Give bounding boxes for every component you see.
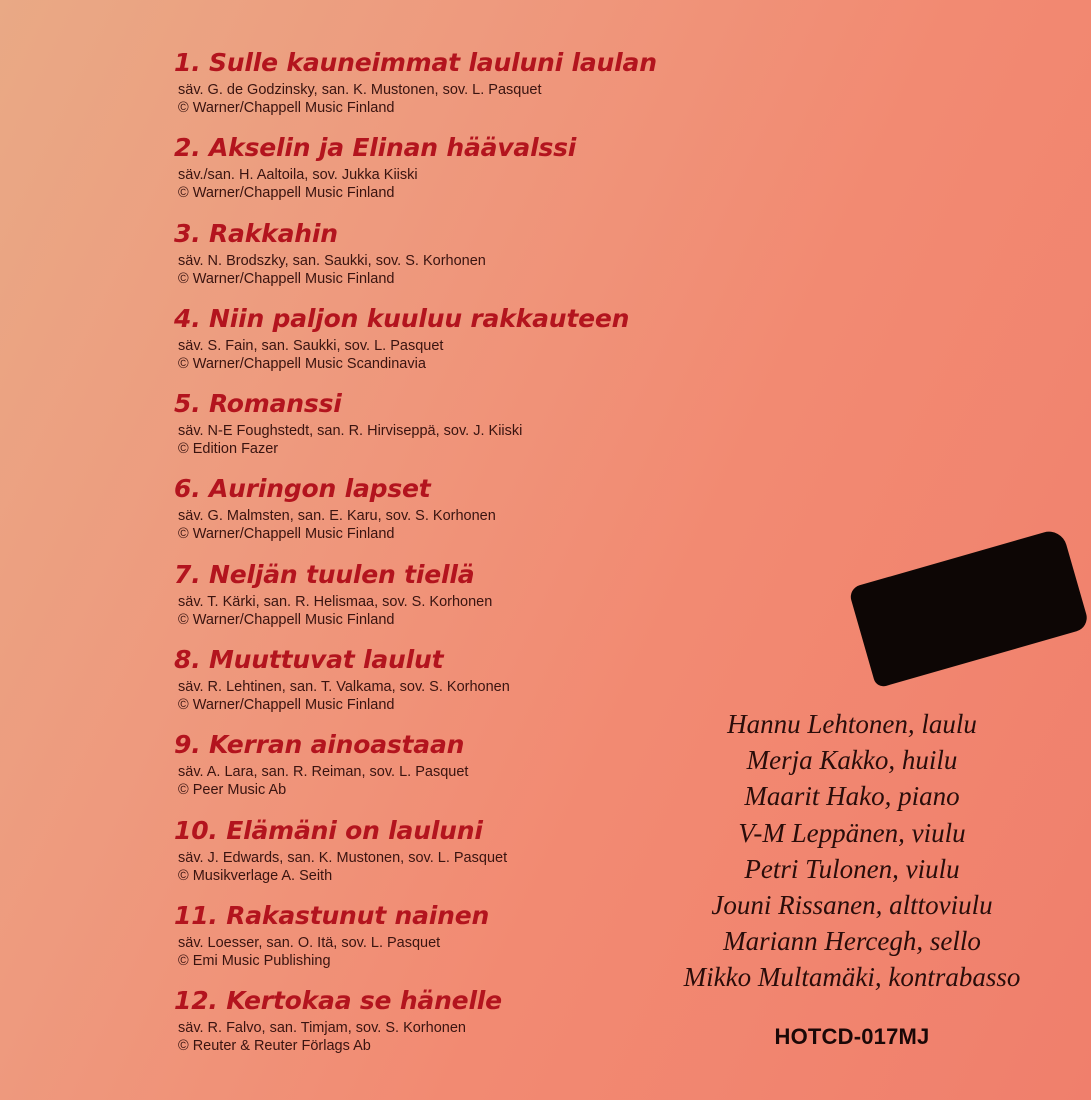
track-9 [174, 730, 694, 815]
track-copyright: © Peer Music Ab [178, 782, 287, 799]
track-credits: säv. S. Fain, san. Saukki, sov. L. Pasquet [178, 337, 444, 354]
musician-line: Petri Tulonen, viulu [744, 853, 960, 884]
track-copyright: © Emi Music Publishing [178, 952, 331, 969]
musician-line: Hannu Lehtonen, laulu [727, 709, 977, 739]
track-copyright: © Warner/Chappell Music Finland [178, 697, 395, 714]
musician-line: Mariann Hercegh, sello [723, 926, 981, 957]
track-credits: säv. J. Edwards, san. K. Mustonen, sov. L. Pasquet [178, 849, 508, 866]
track-3 [174, 219, 694, 304]
track-copyright: © Reuter & Reuter Förlags Ab [178, 1038, 371, 1055]
track-5 [174, 389, 694, 474]
track-1 [174, 48, 694, 133]
track-copyright: © Warner/Chappell Music Finland [178, 526, 395, 543]
track-title: 12. Kertokaa se hänelle [174, 986, 502, 1016]
redaction-mark [848, 527, 1090, 688]
musician-line: Jouni Rissanen, alttoviulu [711, 890, 993, 921]
track-title: 6. Auringon lapset [174, 474, 431, 504]
track-credits: säv./san. H. Aaltoila, sov. Jukka Kiiski [178, 167, 418, 184]
track-credits: säv. R. Lehtinen, san. T. Valkama, sov. S. Korhonen [178, 679, 510, 696]
track-copyright: © Warner/Chappell Music Finland [178, 100, 395, 116]
track-credits: säv. G. Malmsten, san. E. Karu, sov. S. Korhonen [178, 508, 496, 525]
musician-line: Merja Kakko, huilu [746, 745, 958, 776]
track-credits: säv. N. Brodszky, san. Saukki, sov. S. Korhonen [178, 252, 486, 269]
track-4 [174, 304, 694, 389]
track-copyright: © Warner/Chappell Music Finland [178, 611, 395, 628]
catalog-number: HOTCD-017MJ [774, 1024, 930, 1049]
track-title: 7. Neljän tuulen tiellä [174, 559, 475, 589]
track-7 [174, 560, 694, 645]
track-credits: säv. R. Falvo, san. Timjam, sov. S. Korhonen [178, 1020, 466, 1037]
track-title: 5. Romanssi [174, 389, 342, 419]
track-title: 8. Muuttuvat laulut [174, 645, 444, 675]
track-copyright: © Musikverlage A. Seith [178, 867, 333, 884]
track-credits: säv. A. Lara, san. R. Reiman, sov. L. Pasquet [178, 764, 469, 781]
tracklist [174, 48, 694, 1072]
track-title: 4. Niin paljon kuuluu rakkauteen [174, 303, 630, 333]
track-6 [174, 474, 694, 559]
track-credits: säv. T. Kärki, san. R. Helismaa, sov. S. Korhonen [178, 593, 493, 610]
musician-line: V-M Leppänen, viulu [738, 817, 966, 848]
track-title: 11. Rakastunut nainen [174, 900, 490, 930]
track-credits: säv. N-E Foughstedt, san. R. Hirviseppä, sov. J. Kiiski [178, 423, 523, 440]
track-copyright: © Warner/Chappell Music Finland [178, 185, 395, 202]
track-12 [174, 986, 694, 1071]
track-copyright: © Warner/Chappell Music Scandinavia [178, 355, 426, 372]
musician-line: Mikko Multamäki, kontrabasso [683, 962, 1021, 993]
track-title: 1. Sulle kauneimmat lauluni laulan [174, 48, 657, 77]
musician-credits [640, 706, 1064, 996]
track-title: 9. Kerran ainoastaan [174, 730, 465, 760]
musician-line: Maarit Hako, piano [744, 781, 960, 812]
track-copyright: © Warner/Chappell Music Finland [178, 270, 395, 287]
track-copyright: © Edition Fazer [178, 441, 279, 458]
track-title: 3. Rakkahin [174, 218, 338, 248]
track-2 [174, 133, 694, 218]
track-title: 2. Akselin ja Elinan häävalssi [174, 133, 577, 163]
track-8 [174, 645, 694, 730]
track-10 [174, 816, 694, 901]
track-title: 10. Elämäni on lauluni [174, 815, 483, 845]
track-credits: säv. Loesser, san. O. Itä, sov. L. Pasquet [178, 934, 441, 951]
track-credits: säv. G. de Godzinsky, san. K. Mustonen, sov. L. Pasquet [178, 82, 542, 98]
track-11 [174, 901, 694, 986]
